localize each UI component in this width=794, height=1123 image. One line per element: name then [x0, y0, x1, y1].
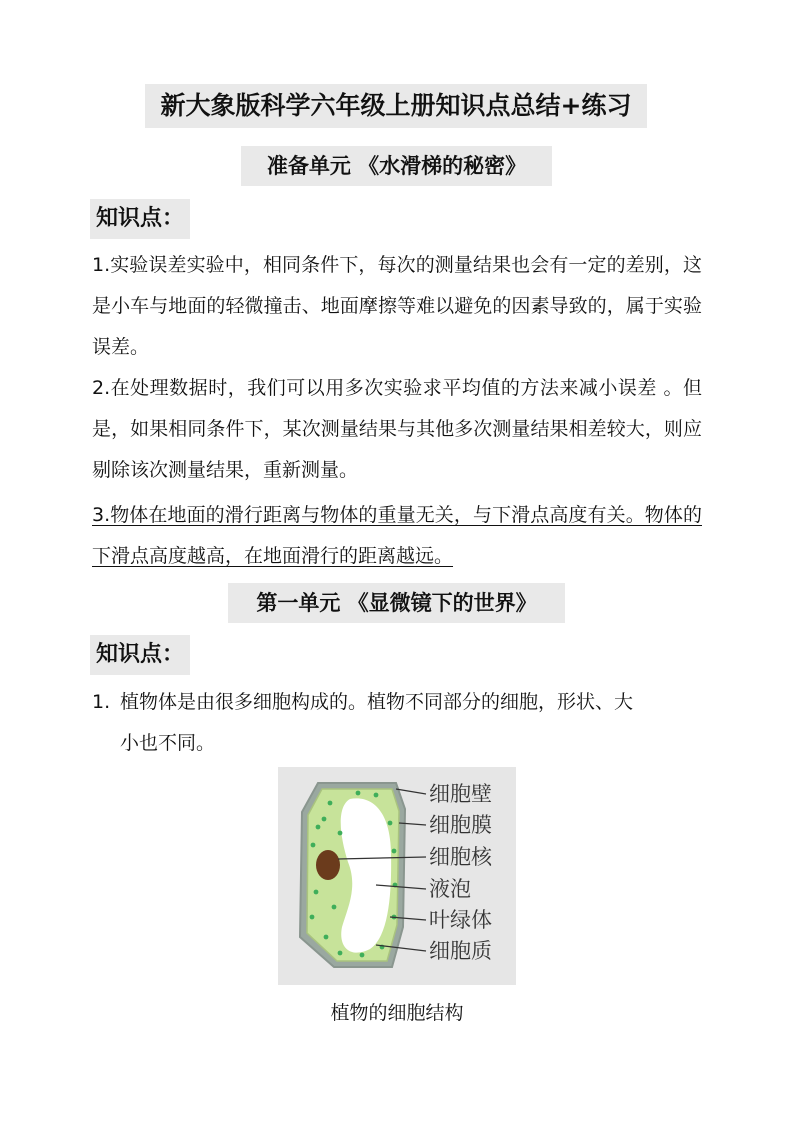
label-nucleus: 细胞核 — [429, 845, 492, 869]
list-item-text: 植物体是由很多细胞构成的。植物不同部分的细胞，形状、大 — [120, 691, 634, 713]
figure-caption: 植物的细胞结构 — [330, 1002, 464, 1024]
label-cell-wall: 细胞壁 — [429, 782, 492, 806]
paragraph-3: 3.物体在地面的滑行距离与物体的重量无关，与下滑点高度有关。物体的下滑点高度越高，在地面滑行的距离越远。 — [92, 504, 702, 567]
list-item-1 — [92, 682, 702, 764]
label-cytoplasm: 细胞质 — [429, 939, 492, 963]
label-vacuole: 液泡 — [429, 877, 471, 901]
label-chloroplast: 叶绿体 — [429, 908, 492, 932]
unit-title-first: 第一单元 《显微镜下的世界》 — [228, 583, 565, 623]
list-item-number: 1. — [92, 691, 111, 713]
paragraph-1: 1.实验误差实验中，相同条件下，每次的测量结果也会有一定的差别，这是小车与地面的轻微撞击、地面摩擦等难以避免的因素导致的，属于实验误差。 — [92, 254, 702, 358]
plant-cell-figure — [278, 767, 516, 985]
document-title: 新大象版科学六年级上册知识点总结+练习 — [145, 84, 647, 128]
nucleus-shape — [316, 850, 340, 880]
knowledge-points-heading: 知识点： — [90, 635, 190, 675]
plant-cell-diagram — [278, 767, 516, 985]
unit-title-preparation: 准备单元 《水滑梯的秘密》 — [241, 146, 552, 186]
label-cell-membrane: 细胞膜 — [429, 813, 492, 837]
knowledge-points-heading: 知识点： — [90, 199, 190, 239]
list-item-text-cont: 小也不同。 — [120, 732, 216, 754]
paragraph-2: 2.在处理数据时，我们可以用多次实验求平均值的方法来减小误差 。但是，如果相同条件下，某次测量结果与其他多次测量结果相差较大，则应剔除该次测量结果，重新测量。 — [92, 377, 702, 481]
